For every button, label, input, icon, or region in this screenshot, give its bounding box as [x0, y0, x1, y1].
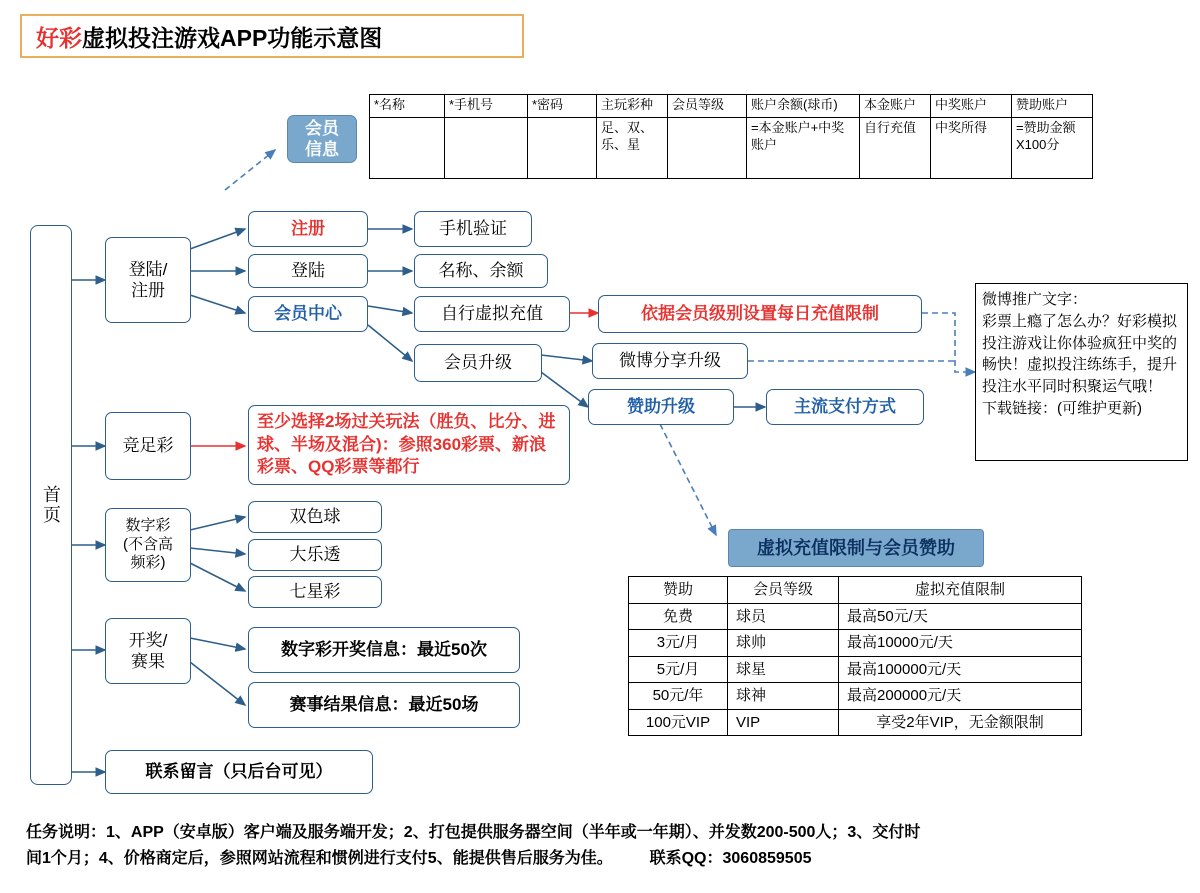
node-digital-lottery-l3: 频彩)	[130, 554, 166, 572]
td-limit-2: 最高100000元/天	[839, 656, 1082, 683]
node-digital-lottery-l2: (不含高	[123, 535, 173, 553]
weibo-promo-box	[975, 283, 1188, 461]
node-digital-lottery[interactable]	[105, 508, 191, 582]
node-login-register-l1: 登陆/	[128, 259, 168, 279]
node-payment-methods[interactable]: 主流支付方式	[766, 389, 924, 425]
table-row	[629, 683, 1082, 710]
home-label: 首页	[41, 485, 61, 525]
td-level-0: 球员	[728, 603, 839, 630]
th-sponsor: 赞助	[629, 577, 728, 604]
node-recharge-limit-title[interactable]: 虚拟充值限制与会员赞助	[728, 529, 984, 567]
th-prize-account: 中奖账户	[931, 95, 1012, 118]
weibo-promo-line2: 彩票上瘾了怎么办？好彩模拟投注游戏让你体验疯狂中奖的畅快！虚拟投注练练手，提升投注水平同时积聚运气哦！	[982, 312, 1178, 395]
table-header-row	[629, 577, 1082, 604]
td-prize-account: 中奖所得	[931, 118, 1012, 179]
th-sponsor-account: 赞助账户	[1012, 95, 1093, 118]
td-level-2: 球星	[728, 656, 839, 683]
node-register[interactable]: 注册	[248, 211, 368, 247]
node-football-rule[interactable]: 至少选择2场过关玩法（胜负、比分、进球、半场及混合)：参照360彩票、新浪彩票、QQ彩票等都行	[248, 405, 570, 485]
node-draw-results-l2: 赛果	[131, 652, 165, 671]
td-sponsor-account: =赞助金额X100分	[1012, 118, 1093, 179]
node-digital-draw-info[interactable]: 数字彩开奖信息：最近50次	[248, 627, 520, 673]
td-limit-0: 最高50元/天	[839, 603, 1082, 630]
th-member-level: 会员等级	[668, 95, 747, 118]
td-name	[370, 118, 445, 179]
node-login-register-l2: 注册	[131, 281, 165, 300]
node-login-register[interactable]	[105, 237, 191, 323]
td-limit-4: 享受2年VIP，无金额限制	[839, 709, 1082, 736]
th-level: 会员等级	[728, 577, 839, 604]
node-phone-verify[interactable]: 手机验证	[414, 211, 532, 247]
member-info-node[interactable]	[287, 115, 357, 163]
node-daily-recharge-limit[interactable]: 依据会员级别设置每日充值限制	[598, 295, 922, 333]
page-title	[20, 14, 524, 58]
node-name-balance[interactable]: 名称、余额	[414, 254, 548, 288]
home-node[interactable]	[30, 225, 72, 785]
td-password	[528, 118, 597, 179]
table-row	[370, 118, 1093, 179]
td-level-3: 球神	[728, 683, 839, 710]
th-limit: 虚拟充值限制	[839, 577, 1082, 604]
member-info-label-1: 会员	[305, 118, 339, 138]
td-lottery-type: 足、双、 乐、星	[597, 118, 668, 179]
member-info-table	[369, 94, 1093, 179]
page-title-rest: 虚拟投注游戏APP功能示意图	[82, 24, 383, 51]
member-info-label-2: 信息	[305, 140, 339, 159]
th-phone: *手机号	[445, 95, 528, 118]
node-digital-lottery-l1: 数字彩	[125, 516, 171, 534]
td-balance: =本金账户+中奖账户	[747, 118, 860, 179]
table-row	[629, 709, 1082, 736]
td-level-1: 球帅	[728, 630, 839, 657]
footer-contact: 联系QQ：3060859505	[649, 849, 812, 867]
td-sponsor-0: 免费	[629, 603, 728, 630]
footer-line2: 间1个月；4、价格商定后，参照网站流程和惯例进行支付5、能提供售后服务为佳。	[26, 849, 613, 867]
node-match-result-info[interactable]: 赛事结果信息：最近50场	[248, 682, 520, 728]
td-member-level	[668, 118, 747, 179]
footer-line1: 任务说明：1、APP（安卓版）客户端及服务端开发；2、打包提供服务器空间（半年或一年期）、并发数200-500人；3、交付时	[26, 824, 921, 841]
th-password: *密码	[528, 95, 597, 118]
td-limit-3: 最高200000元/天	[839, 683, 1082, 710]
th-principal-account: 本金账户	[860, 95, 931, 118]
node-draw-results-l1: 开奖/	[128, 630, 168, 650]
table-row	[629, 630, 1082, 657]
td-limit-1: 最高10000元/天	[839, 630, 1082, 657]
node-football-lottery[interactable]: 竞足彩	[105, 412, 191, 480]
th-lottery-type: 主玩彩种	[597, 95, 668, 118]
weibo-promo-line1: 微博推广文字：	[982, 291, 1088, 308]
node-weibo-share-upgrade[interactable]: 微博分享升级	[592, 343, 748, 379]
td-sponsor-1: 3元/月	[629, 630, 728, 657]
node-ssq[interactable]: 双色球	[248, 501, 382, 533]
sponsor-limit-table	[628, 576, 1082, 736]
table-row	[629, 603, 1082, 630]
node-dlt[interactable]: 大乐透	[248, 539, 382, 571]
th-name: *名称	[370, 95, 445, 118]
node-qxc[interactable]: 七星彩	[248, 576, 382, 608]
weibo-promo-line3: 下载链接：(可维护更新)	[982, 399, 1142, 417]
table-row	[629, 656, 1082, 683]
node-member-center[interactable]: 会员中心	[248, 296, 368, 332]
node-draw-results[interactable]	[105, 618, 191, 684]
th-balance: 账户余额(球币)	[747, 95, 860, 118]
node-contact-message[interactable]: 联系留言（只后台可见）	[105, 750, 373, 794]
td-phone	[445, 118, 528, 179]
node-self-recharge[interactable]: 自行虚拟充值	[414, 296, 570, 332]
node-login[interactable]: 登陆	[248, 254, 368, 288]
td-level-4: VIP	[728, 709, 839, 736]
footer-note	[26, 820, 1176, 871]
table-header-row	[370, 95, 1093, 118]
td-sponsor-3: 50元/年	[629, 683, 728, 710]
td-principal-account: 自行充值	[860, 118, 931, 179]
page-title-red: 好彩	[36, 24, 82, 51]
td-sponsor-4: 100元VIP	[629, 709, 728, 736]
node-member-upgrade[interactable]: 会员升级	[414, 344, 542, 382]
td-sponsor-2: 5元/月	[629, 656, 728, 683]
node-sponsor-upgrade[interactable]: 赞助升级	[588, 389, 734, 425]
